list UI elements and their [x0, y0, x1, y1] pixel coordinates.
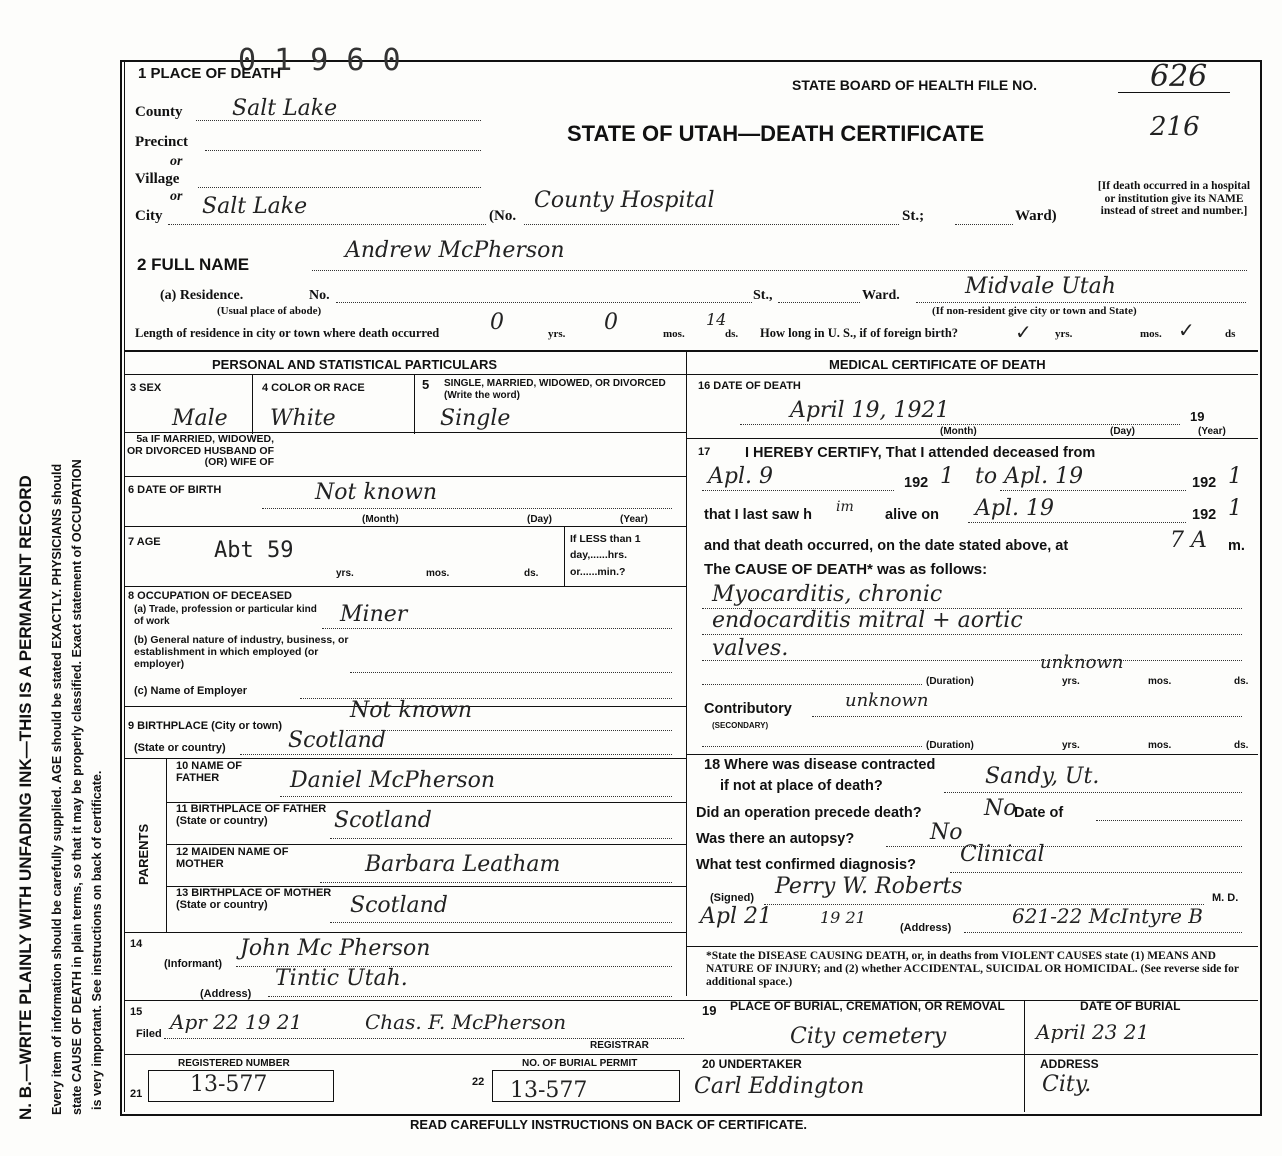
- city-value: Salt Lake: [202, 194, 308, 219]
- duration-2-ds: ds.: [1234, 740, 1249, 751]
- birthplace-state-label: (State or country): [134, 742, 226, 754]
- parents-vertical-label: PARENTS: [136, 823, 151, 885]
- county-line: [196, 120, 481, 121]
- undertaker-address-label: ADDRESS: [1040, 1057, 1099, 1071]
- row-13-rule: [124, 932, 686, 933]
- from-line: [702, 490, 894, 491]
- father-line: [280, 796, 672, 797]
- date-of-death-value: April 19, 1921: [790, 398, 950, 423]
- informant-address: Tintic Utah.: [275, 966, 408, 991]
- marital-num: 5: [422, 377, 430, 392]
- date-of-death-19: 19: [1190, 409, 1205, 424]
- certify-text: I HEREBY CERTIFY, That I attended deceased from: [745, 445, 1096, 461]
- burial-divider: [1024, 1000, 1025, 1112]
- marital-label: SINGLE, MARRIED, WIDOWED, OR DIVORCED (Write the word): [444, 378, 666, 401]
- hospital-note: [If death occurred in a hospital or institution give its NAME instead of street and number.]: [1097, 180, 1251, 218]
- ward-label: Ward): [1015, 208, 1057, 224]
- last-saw-year: 1: [1228, 496, 1242, 521]
- mother-birthplace-label: 13 BIRTHPLACE OF MOTHER (State or country): [176, 887, 332, 911]
- last-saw-date: Apl. 19: [975, 496, 1054, 521]
- residence-value: Midvale Utah: [965, 274, 1116, 299]
- certificate-title: STATE OF UTAH—DEATH CERTIFICATE: [567, 121, 985, 146]
- registered-number-value: 13-577: [190, 1072, 268, 1097]
- less-than-label: If LESS than 1 day,......hrs. or......min.?: [570, 533, 641, 578]
- physician-address: 621-22 McIntyre B: [1012, 904, 1203, 928]
- duration-yrs: yrs.: [1062, 676, 1080, 687]
- medical-section-title: MEDICAL CERTIFICATE OF DEATH: [829, 357, 1046, 372]
- precinct-line: [205, 150, 481, 151]
- color-label: 4 COLOR OR RACE: [262, 382, 365, 394]
- age-divider: [564, 526, 565, 586]
- age-yrs-label: yrs.: [336, 568, 354, 579]
- duration-line: [702, 684, 922, 685]
- filed-label: Filed: [136, 1028, 162, 1040]
- full-name-value: Andrew McPherson: [345, 238, 565, 263]
- filed-num: 15: [130, 1006, 143, 1018]
- dob-month-label: (Month): [362, 514, 399, 525]
- q18-label-2: if not at place of death?: [720, 778, 883, 794]
- row-18-rule: [686, 946, 1258, 947]
- sign-year: 19 21: [820, 908, 866, 927]
- burial-date-label: DATE OF BURIAL: [1080, 999, 1181, 1013]
- burial-permit-value: 13-577: [510, 1078, 588, 1103]
- father-value: Daniel McPherson: [290, 768, 496, 793]
- occupation-a-label: (a) Trade, profession or particular kind of work: [134, 604, 317, 627]
- father-bp-line: [330, 838, 672, 839]
- father-label: 10 NAME OF FATHER: [176, 760, 243, 785]
- birthplace-country: Scotland: [288, 728, 386, 753]
- section-top-rule: [124, 350, 1258, 352]
- date-of-label: Date of: [1014, 805, 1064, 821]
- age-ds-label: ds.: [524, 568, 539, 579]
- mother-line: [320, 882, 672, 883]
- row-16-rule: [686, 438, 1258, 439]
- age-value: Abt 59: [214, 538, 294, 563]
- test-label: What test confirmed diagnosis?: [696, 857, 916, 873]
- cause-line-1: Myocarditis, chronic: [712, 582, 943, 607]
- occupation-b-label: (b) General nature of industry, business, or establishment in which employed (or employer): [134, 634, 349, 671]
- village-line: [198, 187, 481, 188]
- side-note-line-2: Every item of information should be carefully supplied. AGE should be stated EXACTLY. PHYSICIANS should: [50, 463, 64, 1115]
- duration-label: (Duration): [926, 676, 974, 687]
- sex-label: 3 SEX: [130, 382, 162, 394]
- q18-line: [944, 792, 1242, 793]
- father-birthplace-label: 11 BIRTHPLACE OF FATHER (State or country): [176, 803, 327, 827]
- cause-line-3: valves.: [712, 636, 789, 661]
- burial-num: 19: [702, 1003, 717, 1018]
- last-saw-him: im: [836, 499, 854, 515]
- undertaker-address: City.: [1042, 1072, 1092, 1097]
- filed-line: [164, 1038, 684, 1039]
- dob-value: Not known: [315, 480, 438, 505]
- informant-address-label: (Address): [200, 988, 252, 1000]
- cause-line-3-rule: [702, 660, 1242, 661]
- contributory-line: [812, 716, 1242, 717]
- residence-value-line: [916, 302, 1246, 303]
- autopsy-label: Was there an autopsy?: [696, 831, 855, 847]
- or-label-2: or: [170, 189, 183, 204]
- md-label: M. D.: [1212, 892, 1239, 904]
- undertaker-value: Carl Eddington: [694, 1074, 865, 1099]
- personal-section-title: PERSONAL AND STATISTICAL PARTICULARS: [212, 357, 498, 372]
- employer-label: (c) Name of Employer: [134, 685, 248, 697]
- row-11-rule: [166, 844, 686, 845]
- county-label: County: [135, 104, 183, 120]
- operation-label: Did an operation precede death?: [696, 805, 922, 821]
- precinct-label: Precinct: [135, 134, 189, 150]
- occupation-b-line: [350, 672, 672, 673]
- hospital-line: [524, 224, 899, 225]
- city-label: City: [135, 208, 163, 224]
- from-year: 1: [940, 464, 954, 489]
- residence-no-line: [336, 302, 752, 303]
- place-of-death-label: 1 PLACE OF DEATH: [138, 65, 282, 82]
- burial-place-value: City cemetery: [790, 1024, 947, 1049]
- signed-value: Perry W. Roberts: [775, 874, 963, 899]
- date-of-death-label: 16 DATE OF DEATH: [698, 380, 801, 392]
- medical-title-rule: [686, 374, 1258, 375]
- residence-no-label: No.: [309, 288, 330, 303]
- row-7-rule: [124, 586, 686, 587]
- row-17-rule: [686, 754, 1258, 755]
- color-divider: [414, 374, 415, 434]
- side-note-line-4: is very important. See instructions on back of certificate.: [90, 770, 104, 1110]
- nonresident-note: (If non-resident give city or town and State): [932, 305, 1137, 317]
- mother-bp-line: [330, 922, 672, 923]
- residence-ward-label: Ward.: [862, 288, 900, 303]
- residence-years-value: 0: [490, 310, 504, 335]
- residence-label: (a) Residence.: [160, 288, 244, 303]
- father-birthplace-value: Scotland: [334, 808, 432, 833]
- birthplace-city: Not known: [350, 698, 473, 723]
- center-divider: [686, 352, 687, 996]
- mother-label: 12 MAIDEN NAME OF MOTHER: [176, 846, 289, 871]
- length-of-residence-label: Length of residence in city or town where death occurred: [135, 326, 440, 340]
- residence-mos-label: mos.: [663, 328, 685, 340]
- physician-address-label: (Address): [900, 922, 952, 934]
- signed-label: (Signed): [710, 892, 754, 904]
- residence-st-line: [778, 302, 860, 303]
- duration-2-label: (Duration): [926, 740, 974, 751]
- title-annotation: 216: [1150, 112, 1200, 142]
- full-name-line: [312, 270, 1247, 271]
- mother-value: Barbara Leatham: [365, 852, 561, 877]
- dob-line: [262, 508, 672, 509]
- attended-from-date: Apl. 9: [708, 464, 773, 489]
- contributory-label: Contributory: [704, 701, 792, 717]
- residence-yrs-label: yrs.: [548, 328, 566, 340]
- duration-mos: mos.: [1148, 676, 1172, 687]
- hospital-value: County Hospital: [534, 188, 715, 213]
- side-note-line-3: state CAUSE OF DEATH in plain terms, so that it may be properly classified. Exact statement of OCCUPATION: [70, 459, 84, 1115]
- mother-birthplace-value: Scotland: [350, 893, 448, 918]
- foreign-mos-label: mos.: [1140, 328, 1162, 340]
- last-saw-label: that I last saw h: [704, 507, 812, 523]
- death-month-label: (Month): [940, 426, 977, 437]
- test-line: [950, 872, 1242, 873]
- footer-instructions: READ CAREFULLY INSTRUCTIONS ON BACK OF CERTIFICATE.: [410, 1117, 807, 1132]
- death-time-m: m.: [1228, 538, 1245, 554]
- birthplace-country-line: [240, 754, 672, 755]
- registered-number-idx: 21: [130, 1088, 143, 1100]
- to-192: 192: [1192, 475, 1217, 491]
- row-6-rule: [124, 526, 686, 527]
- county-value: Salt Lake: [232, 96, 338, 121]
- autopsy-value: No: [930, 820, 963, 845]
- burial-permit-idx: 22: [472, 1076, 485, 1088]
- burial-place-label: PLACE OF BURIAL, CREMATION, OR REMOVAL: [730, 999, 1005, 1013]
- cert-num-17: 17: [698, 446, 711, 458]
- st-label: St.;: [902, 208, 925, 224]
- burial-permit-label: NO. OF BURIAL PERMIT: [522, 1058, 638, 1069]
- cause-line-2: endocarditis mitral + aortic: [712, 608, 1023, 633]
- occupation-line: [322, 628, 672, 629]
- marital-value: Single: [440, 406, 511, 431]
- duration-2-yrs: yrs.: [1062, 740, 1080, 751]
- cause-label: The CAUSE OF DEATH* was as follows:: [704, 561, 988, 578]
- color-value: White: [270, 406, 336, 431]
- q18-value: Sandy, Ut.: [985, 764, 1100, 789]
- side-note-permanent-record: N. B.—WRITE PLAINLY WITH UNFADING INK—THIS IS A PERMANENT RECORD: [16, 475, 35, 1120]
- informant-label: (Informant): [164, 958, 223, 970]
- occupation-value: Miner: [340, 602, 408, 627]
- file-no-label: STATE BOARD OF HEALTH FILE NO.: [792, 77, 1037, 93]
- attended-to-date: to Apl. 19: [975, 464, 1084, 489]
- birthplace-label: 9 BIRTHPLACE (City or town): [128, 720, 282, 732]
- operation-value: No: [984, 796, 1017, 821]
- q18-label: 18 Where was disease contracted: [704, 757, 936, 773]
- row-9-rule: [124, 758, 686, 759]
- ward-line: [955, 224, 1013, 225]
- sex-divider: [252, 374, 253, 434]
- residence-days-value: 14: [706, 310, 727, 329]
- dob-year-label: (Year): [620, 514, 648, 525]
- birthplace-city-line: [346, 730, 672, 731]
- cause-line-2-rule: [702, 634, 1242, 635]
- duration-2-mos: mos.: [1148, 740, 1172, 751]
- residence-ds-label: ds.: [725, 328, 739, 340]
- spouse-label: 5a IF MARRIED, WIDOWED, OR DIVORCED HUSBAND OF (OR) WIFE OF: [126, 433, 274, 469]
- autopsy-line: [886, 846, 1242, 847]
- informant-name: John Mc Pherson: [240, 936, 431, 961]
- alive-on-label: alive on: [885, 507, 939, 523]
- foreign-yrs-label: yrs.: [1055, 328, 1073, 340]
- from-192: 192: [904, 475, 929, 491]
- row-19-rule: [686, 1054, 1258, 1055]
- foreign-check-2: ✓: [1178, 318, 1195, 342]
- duration-ds: ds.: [1234, 676, 1249, 687]
- residence-months-value: 0: [604, 310, 618, 335]
- file-no-line: [1118, 92, 1230, 93]
- age-mos-label: mos.: [426, 568, 450, 579]
- burial-date-value: April 23 21: [1036, 1020, 1150, 1044]
- residence-st-label: St.,: [753, 288, 773, 303]
- usual-abode-note: (Usual place of abode): [217, 305, 322, 317]
- duration-2-line: [702, 746, 922, 747]
- undertaker-label: 20 UNDERTAKER: [702, 1057, 802, 1071]
- foreign-check-1: ✓: [1015, 320, 1032, 344]
- filed-value: Apr 22 19 21: [170, 1010, 303, 1034]
- last-saw-192: 192: [1192, 507, 1217, 523]
- occupation-label: 8 OCCUPATION OF DECEASED: [128, 590, 292, 602]
- contributory-secondary: (SECONDARY): [712, 721, 769, 730]
- death-year-label: (Year): [1198, 426, 1226, 437]
- street-no-label: (No.: [489, 208, 517, 224]
- row-15-rule: [124, 1054, 686, 1055]
- registered-number-label: REGISTERED NUMBER: [178, 1058, 290, 1069]
- contributory-value: unknown: [845, 690, 929, 711]
- stamp-number: 0 1 9 6 0: [238, 43, 401, 78]
- sign-date: Apl 21: [700, 904, 772, 929]
- informant-address-line: [268, 996, 672, 997]
- age-label: 7 AGE: [128, 536, 161, 548]
- to-line: [1000, 490, 1186, 491]
- full-name-label: 2 FULL NAME: [137, 255, 250, 274]
- duration-value: unknown: [1040, 652, 1124, 673]
- personal-title-rule: [124, 374, 686, 375]
- physician-address-line: [964, 932, 1242, 933]
- cause-footnote: *State the DISEASE CAUSING DEATH, or, in deaths from VIOLENT CAUSES state (1) MEANS AND NATURE OF INJURY; and (2) whether ACCIDENTAL, SUICIDAL OR HOMICIDAL. (See reverse side for additional space.): [706, 950, 1239, 989]
- to-year: 1: [1228, 464, 1242, 489]
- test-value: Clinical: [960, 842, 1045, 867]
- row-5a-rule: [124, 476, 686, 477]
- registrar-signature: Chas. F. McPherson: [365, 1010, 567, 1034]
- foreign-ds-label: ds: [1225, 328, 1236, 340]
- city-line: [168, 224, 486, 225]
- village-label: Village: [135, 171, 180, 187]
- death-time-value: 7 A: [1170, 528, 1207, 553]
- file-no-value: 626: [1150, 59, 1208, 94]
- or-label-1: or: [170, 154, 183, 169]
- dob-label: 6 DATE OF BIRTH: [128, 484, 222, 496]
- foreign-birth-label: How long in U. S., if of foreign birth?: [760, 326, 959, 340]
- registrar-label: REGISTRAR: [590, 1040, 649, 1051]
- parents-divider: [166, 758, 167, 932]
- date-of-death-line: [740, 424, 1180, 425]
- informant-num: 14: [130, 938, 143, 950]
- sex-value: Male: [172, 406, 228, 431]
- death-day-label: (Day): [1110, 426, 1136, 437]
- date-of-line: [1096, 820, 1242, 821]
- death-occurred-label: and that death occurred, on the date stated above, at: [704, 538, 1069, 554]
- dob-day-label: (Day): [527, 514, 553, 525]
- last-saw-line: [968, 522, 1186, 523]
